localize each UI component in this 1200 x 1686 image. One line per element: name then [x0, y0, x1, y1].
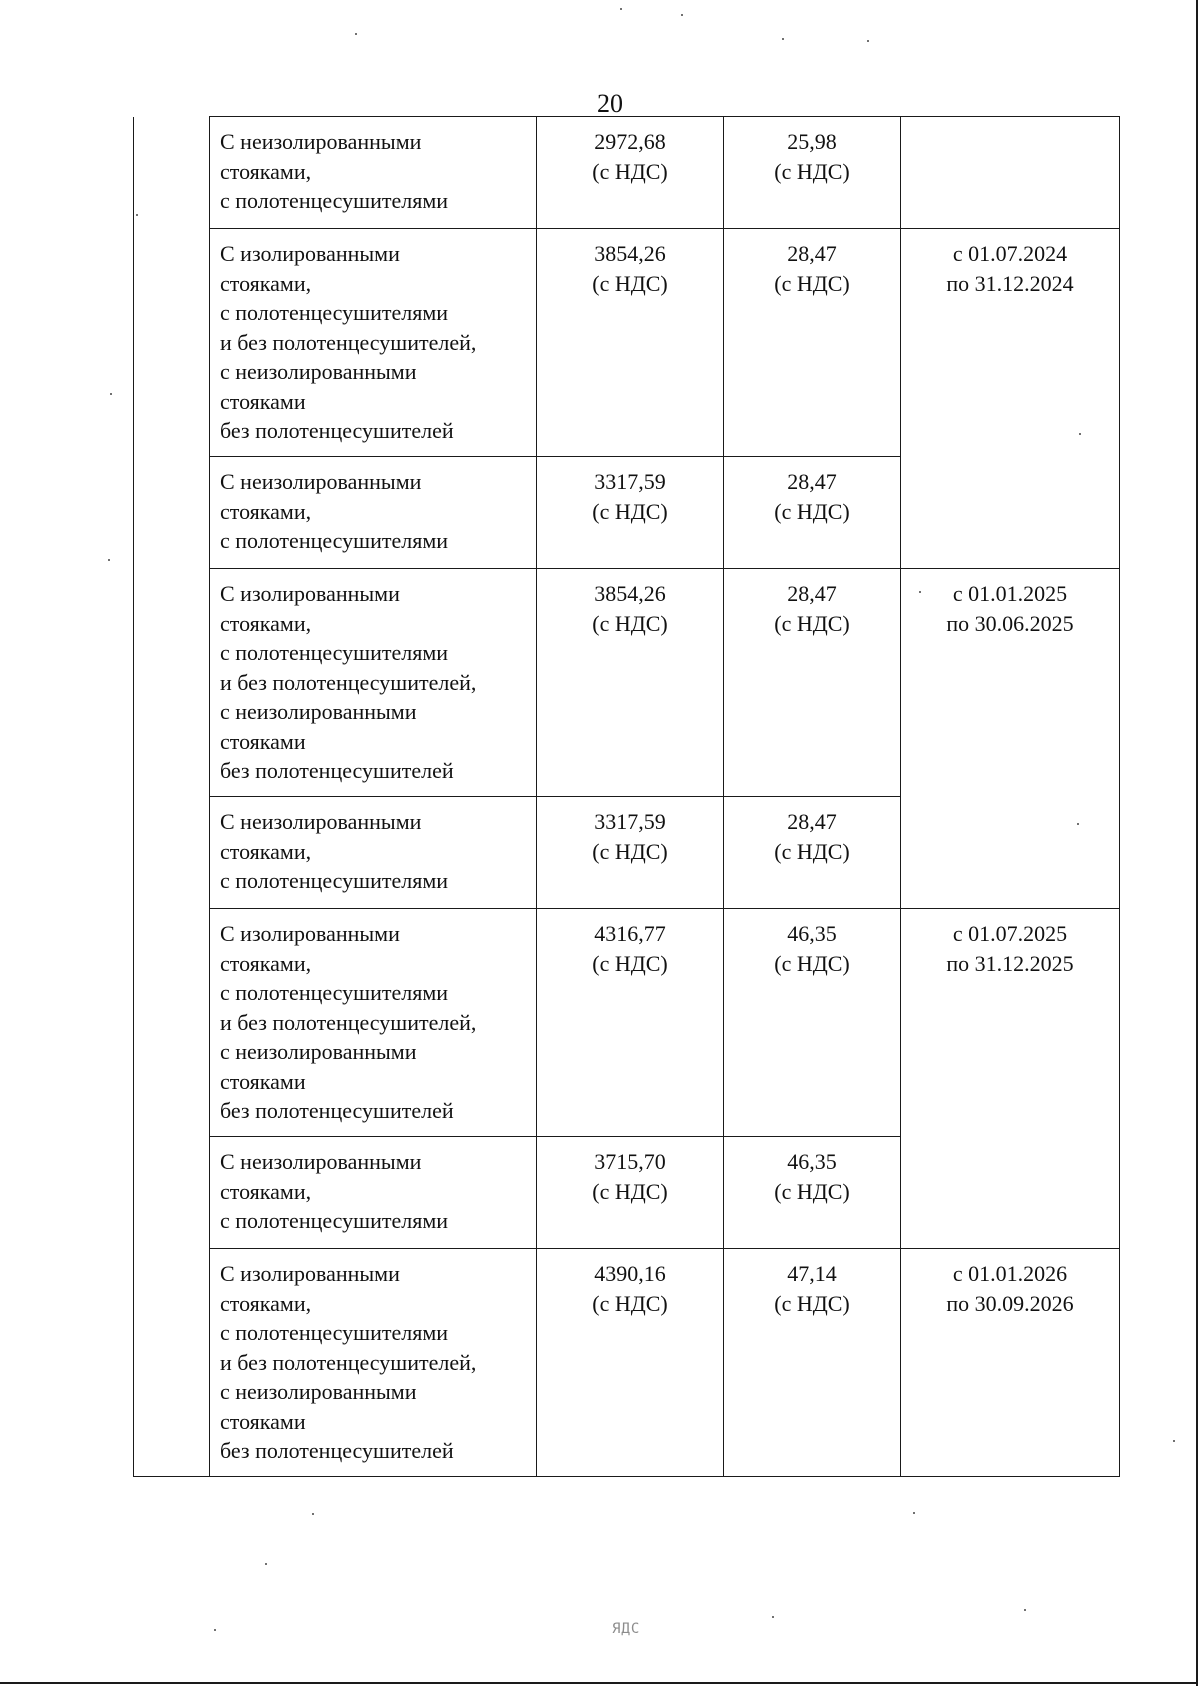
description-line: стояками	[220, 728, 306, 754]
description-line: с неизолированными	[220, 1379, 417, 1404]
table-row	[134, 569, 1120, 797]
price-value: 3317,59	[594, 809, 666, 834]
price-per-sqm-cell	[724, 457, 901, 569]
description-cell	[210, 797, 537, 909]
scan-speck	[620, 8, 622, 10]
price-value: 28,47	[787, 469, 837, 494]
vat-note: (с НДС)	[774, 950, 850, 976]
description-line: с полотенцесушителями	[220, 640, 449, 665]
vat-note: (с НДС)	[592, 610, 668, 636]
description-line: и без полотенцесушителей,	[220, 669, 477, 695]
description-line: с полотенцесушителями	[220, 188, 449, 213]
period-cell	[901, 569, 1120, 909]
period-cell	[901, 909, 1120, 1249]
vat-note: (с НДС)	[774, 1290, 850, 1316]
scan-speck	[681, 14, 683, 16]
period-end: по 31.12.2025	[946, 950, 1074, 976]
period-cell	[901, 229, 1120, 569]
description-line: стояками,	[220, 1178, 312, 1204]
scan-speck	[913, 1512, 915, 1514]
description-line: С изолированными	[220, 921, 400, 946]
description-line: стояками,	[220, 158, 312, 184]
vat-note: (с НДС)	[592, 1178, 668, 1204]
description-cell	[210, 457, 537, 569]
description-line: с полотенцесушителями	[220, 980, 449, 1005]
description-line: С изолированными	[220, 581, 400, 606]
description-line: с неизолированными	[220, 359, 417, 384]
description-cell	[210, 1249, 537, 1477]
price-per-unit-cell	[537, 117, 724, 229]
description-line: без полотенцесушителей	[220, 1438, 454, 1463]
description-line: с полотенцесушителями	[220, 868, 449, 893]
vat-note: (с НДС)	[774, 498, 850, 524]
price-value: 3317,59	[594, 469, 666, 494]
scan-speck	[312, 1513, 314, 1515]
description-line: с неизолированными	[220, 699, 417, 724]
description-cell	[210, 569, 537, 797]
description-line: стояками	[220, 1068, 306, 1094]
description-line: с неизолированными	[220, 1039, 417, 1064]
description-line: без полотенцесушителей	[220, 418, 454, 443]
description-line: без полотенцесушителей	[220, 758, 454, 783]
price-per-sqm-cell	[724, 909, 901, 1137]
table-row	[134, 229, 1120, 457]
price-per-unit-cell	[537, 909, 724, 1137]
scan-speck	[1079, 433, 1081, 435]
blank-column-cell	[134, 117, 210, 1477]
description-line: с полотенцесушителями	[220, 528, 449, 553]
period-end: по 30.09.2026	[946, 1290, 1074, 1316]
scan-speck	[265, 1563, 267, 1565]
description-line: С неизолированными	[220, 469, 422, 494]
price-value: 46,35	[787, 1149, 837, 1174]
tariff-table	[133, 116, 1120, 1477]
description-line: С неизолированными	[220, 809, 422, 834]
price-per-sqm-cell	[724, 1137, 901, 1249]
description-line: С неизолированными	[220, 129, 422, 154]
scan-speck	[772, 1616, 774, 1618]
period-start: с 01.01.2026	[952, 1261, 1068, 1286]
description-line: с полотенцесушителями	[220, 1208, 449, 1233]
scan-speck	[214, 1629, 216, 1631]
price-per-unit-cell	[537, 1249, 724, 1477]
vat-note: (с НДС)	[592, 270, 668, 296]
period-cell	[901, 117, 1120, 229]
vat-note: (с НДС)	[774, 270, 850, 296]
description-line: и без полотенцесушителей,	[220, 1349, 477, 1375]
price-per-sqm-cell	[724, 569, 901, 797]
description-line: стояками	[220, 1408, 306, 1434]
vat-note: (с НДС)	[592, 1290, 668, 1316]
price-value: 28,47	[787, 241, 837, 266]
vat-note: (с НДС)	[592, 950, 668, 976]
description-cell	[210, 229, 537, 457]
description-line: без полотенцесушителей	[220, 1098, 454, 1123]
description-line: стояками,	[220, 950, 312, 976]
vat-note: (с НДС)	[774, 610, 850, 636]
scan-speck	[1173, 1440, 1175, 1442]
price-per-unit-cell	[537, 229, 724, 457]
scan-speck	[110, 393, 112, 395]
table-row	[134, 117, 1120, 229]
bleed-through-text: ЯДС	[612, 1621, 641, 1637]
price-per-unit-cell	[537, 457, 724, 569]
price-per-sqm-cell	[724, 1249, 901, 1477]
scan-speck	[1077, 823, 1079, 825]
description-line: стояками,	[220, 270, 312, 296]
price-value: 4316,77	[594, 921, 666, 946]
description-line: стояками,	[220, 1290, 312, 1316]
period-end: по 31.12.2024	[946, 270, 1074, 296]
period-start: с 01.07.2025	[952, 921, 1068, 946]
price-per-unit-cell	[537, 797, 724, 909]
period-cell	[901, 1249, 1120, 1477]
description-cell	[210, 1137, 537, 1249]
scan-speck	[782, 38, 784, 40]
price-value: 28,47	[787, 581, 837, 606]
description-line: С изолированными	[220, 1261, 400, 1286]
description-line: и без полотенцесушителей,	[220, 329, 477, 355]
price-value: 28,47	[787, 809, 837, 834]
vat-note: (с НДС)	[592, 838, 668, 864]
vat-note: (с НДС)	[592, 158, 668, 184]
price-value: 3854,26	[594, 581, 666, 606]
price-per-unit-cell	[537, 1137, 724, 1249]
vat-note: (с НДС)	[774, 1178, 850, 1204]
price-per-sqm-cell	[724, 229, 901, 457]
description-line: стояками,	[220, 610, 312, 636]
scan-speck	[867, 40, 869, 42]
vat-note: (с НДС)	[592, 498, 668, 524]
scan-speck	[136, 214, 138, 216]
table-row	[134, 1249, 1120, 1477]
vat-note: (с НДС)	[774, 838, 850, 864]
description-line: с полотенцесушителями	[220, 1320, 449, 1345]
price-value: 4390,16	[594, 1261, 666, 1286]
scan-speck	[1024, 1609, 1026, 1611]
description-cell	[210, 909, 537, 1137]
price-value: 2972,68	[594, 129, 666, 154]
description-line: стояками,	[220, 498, 312, 524]
scan-speck	[919, 591, 921, 593]
price-value: 25,98	[787, 129, 837, 154]
price-value: 46,35	[787, 921, 837, 946]
description-line: С изолированными	[220, 241, 400, 266]
description-line: стояками,	[220, 838, 312, 864]
period-start: с 01.07.2024	[952, 241, 1068, 266]
price-value: 3854,26	[594, 241, 666, 266]
scan-speck	[108, 559, 110, 561]
price-value: 3715,70	[594, 1149, 666, 1174]
price-per-sqm-cell	[724, 797, 901, 909]
page-number: 20	[597, 89, 623, 118]
scan-speck	[355, 33, 357, 35]
vat-note: (с НДС)	[774, 158, 850, 184]
description-line: с полотенцесушителями	[220, 300, 449, 325]
description-line: стояками	[220, 388, 306, 414]
price-per-unit-cell	[537, 569, 724, 797]
description-line: С неизолированными	[220, 1149, 422, 1174]
scan-border-right	[1196, 0, 1198, 1686]
price-per-sqm-cell	[724, 117, 901, 229]
scan-border-bottom	[0, 1682, 1198, 1684]
description-line: и без полотенцесушителей,	[220, 1009, 477, 1035]
price-value: 47,14	[787, 1261, 837, 1286]
description-cell	[210, 117, 537, 229]
period-start: с 01.01.2025	[952, 581, 1068, 606]
table-row	[134, 909, 1120, 1137]
period-end: по 30.06.2025	[946, 610, 1074, 636]
